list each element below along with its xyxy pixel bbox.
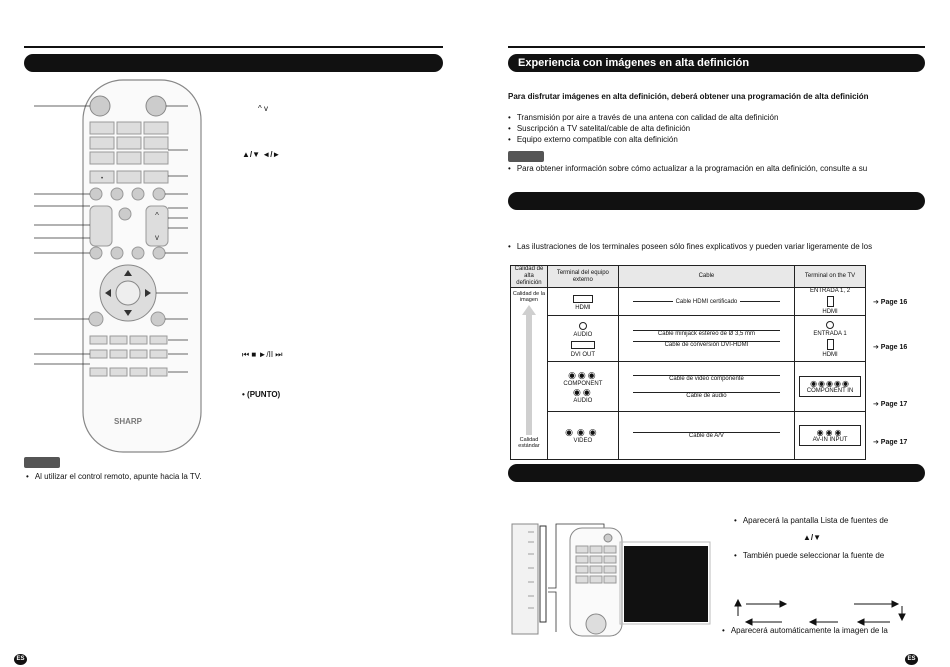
page-ref-2: ➔ Page 16 (873, 344, 908, 351)
page-badge-left: ES (14, 654, 27, 665)
page-ref-3: ➔ Page 17 (873, 401, 908, 408)
cycle-arrows-icon (730, 596, 910, 626)
cable-av: Cable de A/V (618, 412, 794, 460)
section-bar-left (24, 54, 443, 72)
remote-control-illustration (28, 78, 228, 458)
note-badge-left (24, 457, 60, 468)
remote-brand-logo: SHARP (113, 417, 143, 426)
quality-bottom: Calidad estándar (518, 437, 540, 449)
bullet-1: • Transmisión por aire a través de una antena con calidad de alta definición (508, 113, 778, 122)
connection-table (510, 265, 866, 460)
page-ref-4: ➔ Page 17 (873, 439, 908, 446)
s3-bullet-1: • Aparecerá la pantalla Lista de fuentes de (734, 516, 888, 525)
svg-text:v: v (155, 233, 159, 242)
tv-hdmi: ENTRADA 1, 2 HDMI (795, 288, 866, 316)
th-tv: Terminal on the TV (795, 266, 866, 288)
note-bullet: • Para obtener información sobre cómo actualizar a la programación en alta definición, consulte a su (508, 164, 867, 173)
ext-hdmi: HDMI (547, 288, 618, 316)
s3-bullet-2: • También puede seleccionar la fuente de (734, 551, 884, 560)
s3-arrows: ▲/▼ (803, 533, 822, 542)
section3-bar (508, 464, 925, 482)
top-rule-left (24, 46, 443, 48)
bullet-2: • Suscripción a TV satelital/cable de alta definición (508, 124, 690, 133)
svg-text:•: • (100, 176, 104, 182)
page-ref-1: ➔ Page 16 (873, 299, 908, 306)
quality-column (511, 288, 548, 460)
note-text-left: • Al utilizar el control remoto, apunte hacia la TV. (26, 472, 202, 481)
cable-component-audio: Cable de video componente Cable de audio (618, 362, 794, 412)
input-illustration (508, 520, 718, 638)
th-ext: Terminal del equipo externo (547, 266, 618, 288)
ext-av: ◉◉◉ VIDEO (547, 412, 618, 460)
th-cable: Cable (618, 266, 794, 288)
quality-arrow-icon (522, 305, 536, 435)
transport-label: ⏮ ■ ►/II ⏭ (242, 350, 283, 359)
section1-title: Experiencia con imágenes en alta definición (508, 54, 925, 72)
intro-bold: Para disfrutar imágenes en alta definición, deberá obtener una programación de alta definición (508, 92, 869, 101)
svg-text:^: ^ (155, 211, 159, 220)
ch-arrows-label: ^ v (258, 104, 268, 113)
tv-dvi: ENTRADA 1 HDMI (795, 316, 866, 362)
cable-hdmi: Cable HDMI certificado (618, 288, 794, 316)
s3-bullet-3: • Aparecerá automáticamente la imagen de la (722, 626, 888, 635)
section2-bullet: • Las ilustraciones de los terminales poseen sólo fines explicativos y pueden variar ligeramente de los (508, 242, 872, 251)
cursor-arrows-label: ▲/▼ ◄/► (242, 150, 281, 159)
note-badge-right (508, 151, 544, 162)
ext-component: ◉◉◉ COMPONENT ◉◉ AUDIO (547, 362, 618, 412)
tv-component: ◉◉◉◉◉ COMPONENT IN (795, 362, 866, 412)
cable-minijack-dvi: Cable minijack estéreo de Ø 3,5 mm Cable de conversión DVI-HDMI (618, 316, 794, 362)
quality-top: Calidad de la imagen (512, 291, 546, 303)
punto-label: • (PUNTO) (242, 390, 281, 399)
bullet-3: • Equipo externo compatible con alta definición (508, 135, 678, 144)
ext-audio-dvi: AUDIO DVI OUT (547, 316, 618, 362)
th-quality: Calidad de alta definición (511, 266, 548, 288)
section2-bar (508, 192, 925, 210)
page-badge-right: ES (905, 654, 918, 665)
top-rule-right (508, 46, 925, 48)
tv-av: ◉◉◉ AV-IN INPUT (795, 412, 866, 460)
